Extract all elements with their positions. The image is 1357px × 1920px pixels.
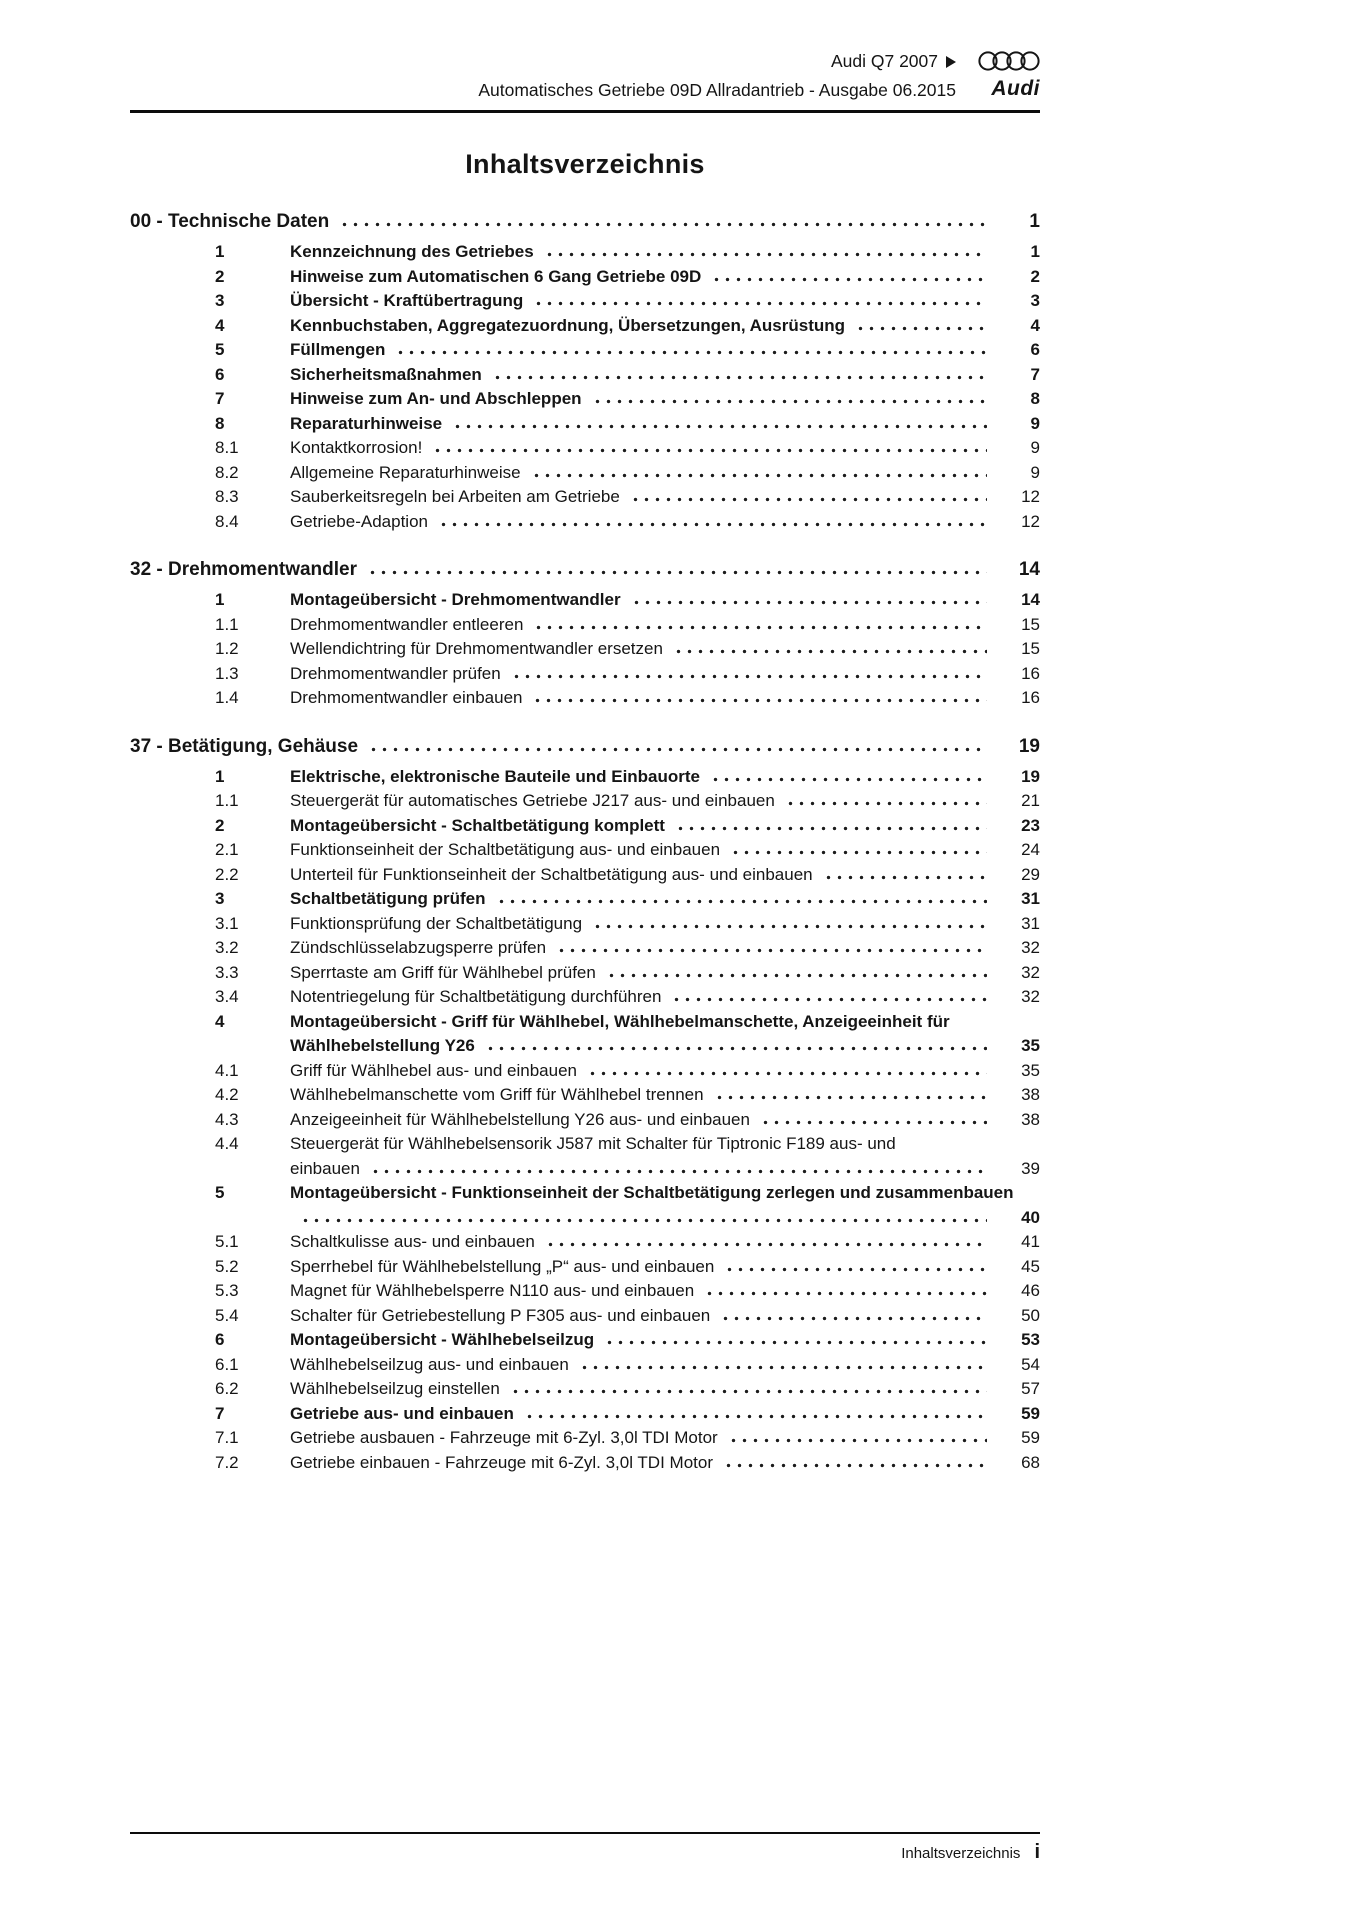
dot-leader [704,1291,987,1296]
toc-entry [215,289,1040,314]
dot-leader [395,350,987,355]
dot-leader [855,326,987,331]
toc-entry-label: Allgemeine Reparaturhinweise [290,462,521,482]
dot-leader [368,747,987,752]
toc-entry-number: 8.3 [215,487,239,506]
toc-section-page: 14 [1018,559,1040,580]
toc-section-title: 32 - Drehmomentwandler [130,559,357,580]
header-rule [130,110,1040,113]
toc-entry-page: 57 [1021,1379,1040,1398]
document-page [130,0,1040,1475]
toc-entry-label: Wählhebelmanschette vom Griff für Wählhebel trennen [290,1085,704,1104]
toc-entry-page: 16 [1021,688,1040,707]
toc-entry-number: 6 [215,364,225,384]
toc-entry-page: 7 [1030,364,1040,384]
toc-entry-label: Drehmomentwandler einbauen [290,688,523,707]
dot-leader [714,1095,987,1100]
toc-entry-number: 3 [215,889,225,908]
toc-entry-label: Getriebe einbauen - Fahrzeuge mit 6-Zyl. 3,0l TDI Motor [290,1452,713,1472]
dot-leader [300,1218,987,1223]
toc-entry-number: 5.1 [215,1232,239,1251]
toc-entry-label: Sicherheitsmaßnahmen [290,364,482,384]
toc-entry-label: Schalter für Getriebestellung P F305 aus- und einbauen [290,1305,711,1325]
toc-entry-label: Wählhebelseilzug aus- und einbauen [290,1354,569,1374]
toc-entry [215,387,1040,412]
toc-entry-page: 32 [1021,987,1040,1006]
dot-leader [711,277,987,282]
toc-entry-label: Hinweise zum Automatischen 6 Gang Getriebe 09D [290,266,702,286]
toc-entry-number: 3.3 [215,962,239,982]
toc-entry-page: 15 [1021,639,1040,658]
toc-entry-number: 1.3 [215,663,239,683]
toc-entry-page: 12 [1021,511,1040,531]
toc-entry-number: 5 [215,1183,225,1202]
toc-entry [215,1083,1040,1108]
toc-entry-label: Elektrische, elektronische Bauteile und Einbauorte [290,766,701,786]
dot-leader [671,997,987,1002]
toc-entry-number: 8 [215,413,225,433]
toc-entry-number: 8.4 [215,511,239,531]
toc-entry [215,588,1040,613]
toc-entry [215,961,1040,986]
toc-entry-number: 2.1 [215,840,239,859]
toc-entry [215,1059,1040,1084]
toc-entry [215,1010,1040,1035]
toc-entry-label: Steuergerät für automatisches Getriebe J217 aus- und einbauen [290,791,775,810]
toc-entry [215,1206,1040,1231]
dot-leader [452,424,987,429]
toc-entry-number: 4 [215,315,225,335]
toc-entry-label: Sperrhebel für Wählhebelstellung „P“ aus- und einbauen [290,1256,715,1276]
toc-entry [215,1353,1040,1378]
toc-entry-label: Hinweise zum An- und Abschleppen [290,389,582,408]
footer-page-number: i [1034,1841,1040,1863]
toc-entry-number: 4.2 [215,1085,239,1104]
dot-leader [724,1267,987,1272]
header-model-line [130,51,956,72]
dot-leader [556,948,987,953]
toc-entry-page: 9 [1030,462,1040,482]
toc-entry [215,662,1040,687]
model-text: Audi Q7 2007 [830,51,938,71]
dot-leader [592,399,987,404]
toc-entry-page: 35 [1021,1060,1040,1080]
toc-entry-page: 68 [1021,1452,1040,1472]
dot-leader [532,698,987,703]
dot-leader [511,674,987,679]
dot-leader [485,1046,987,1051]
toc-entry-label: Steuergerät für Wählhebelsensorik J587 mit Schalter für Tiptronic F189 aus- und [290,1134,896,1153]
toc-entry [215,436,1040,461]
toc-entry [215,686,1040,711]
dot-leader [367,570,987,575]
toc-entry-label: Kennbuchstaben, Aggregatezuordnung, Übersetzungen, Ausrüstung [290,315,846,335]
toc-entry-label: Magnet für Wählhebelsperre N110 aus- und einbauen [290,1281,695,1300]
toc-entry-label: Kennzeichnung des Getriebes [290,242,534,261]
toc-section-header [130,208,1040,235]
toc-entry-label: Übersicht - Kraftübertragung [290,291,524,310]
toc-entry-number: 2 [215,815,225,835]
toc-entry [215,338,1040,363]
dot-leader [728,1438,987,1443]
dot-leader [823,875,987,880]
toc-entry-page: 35 [1021,1036,1040,1055]
toc-entry-number: 5 [215,340,225,359]
toc-entry-number: 7.2 [215,1452,239,1472]
forward-arrow-icon [946,56,956,68]
toc-entry [215,1132,1040,1157]
toc-items [130,588,1040,711]
toc-entry-number: 1.1 [215,791,239,810]
toc-entry-label: Funktionsprüfung der Schaltbetätigung [290,913,583,933]
toc-entry-page: 38 [1021,1085,1040,1104]
toc-entry-page: 21 [1021,791,1040,810]
dot-leader [492,375,987,380]
dot-leader [533,301,987,306]
dot-leader [785,801,987,806]
toc-entry-number: 5.3 [215,1281,239,1300]
toc-entry-number: 5.2 [215,1256,239,1276]
toc-entry-number: 1.2 [215,639,239,658]
toc-entry-page: 40 [1021,1207,1040,1227]
toc-entry-label: Drehmomentwandler entleeren [290,614,524,634]
toc-entry-number: 6.1 [215,1354,239,1374]
dot-leader [630,497,987,502]
toc-entry-label: Sperrtaste am Griff für Wählhebel prüfen [290,962,596,982]
toc-entry-number: 4.4 [215,1134,239,1153]
toc-entry-number: 1 [215,590,225,609]
toc-entry-page: 2 [1030,266,1040,286]
toc-entry [215,1034,1040,1059]
toc-entry-label: Füllmengen [290,340,386,359]
toc-entry-label: Wellendichtring für Drehmomentwandler ersetzen [290,639,663,658]
toc-entry-label: Reparaturhinweise [290,413,443,433]
page-title: Inhaltsverzeichnis [465,149,705,179]
toc-entry-label: Griff für Wählhebel aus- und einbauen [290,1060,577,1080]
toc-entry [215,985,1040,1010]
dot-leader [370,1169,987,1174]
toc-entry-label: Getriebe aus- und einbauen [290,1403,514,1423]
page-footer [130,1832,1040,1864]
toc-entry-number: 7 [215,1403,225,1423]
audi-rings-icon [978,50,1040,72]
toc-entry-number: 8.2 [215,462,239,482]
dot-leader [339,222,987,227]
toc-entry-page: 31 [1021,889,1040,908]
toc-entry-label: Montageübersicht - Schaltbetätigung komplett [290,815,665,835]
toc-entry [215,1279,1040,1304]
toc-entry [215,314,1040,339]
toc-entry-page: 14 [1021,590,1040,609]
dot-leader [604,1340,987,1345]
toc-entry [215,461,1040,486]
toc-entry-label: Anzeigeeinheit für Wählhebelstellung Y26 aus- und einbauen [290,1109,750,1129]
dot-leader [510,1389,987,1394]
toc-entry-label: Wählhebelseilzug einstellen [290,1379,500,1398]
toc-entry [215,265,1040,290]
toc-entry-number: 7.1 [215,1428,239,1447]
toc-section-page: 1 [1029,211,1040,232]
toc-entry-label: Kontaktkorrosion! [290,438,423,457]
toc-entry-label: Funktionseinheit der Schaltbetätigung aus- und einbauen [290,840,721,859]
toc-entry [215,1108,1040,1133]
toc-entry [215,789,1040,814]
toc-entry-number: 5.4 [215,1305,239,1325]
audi-wordmark: Audi [991,77,1040,100]
dot-leader [438,522,987,527]
dot-leader [524,1414,987,1419]
dot-leader [720,1316,987,1321]
footer-rule [130,1832,1040,1834]
toc-entry-label: Schaltbetätigung prüfen [290,889,486,908]
toc-entry-label: Sauberkeitsregeln bei Arbeiten am Getriebe [290,487,620,506]
toc-entry-number: 3 [215,291,225,310]
dot-leader [675,826,987,831]
toc-entry-number: 1 [215,242,225,261]
toc-entry-page: 45 [1021,1256,1040,1276]
toc-entry [215,1255,1040,1280]
toc-entry-page: 50 [1021,1305,1040,1325]
toc-entry [215,637,1040,662]
toc-section-header [130,556,1040,583]
toc-entry [215,912,1040,937]
toc-entry-page: 24 [1021,840,1040,859]
toc-entry [215,1328,1040,1353]
toc-entry [215,412,1040,437]
toc-section-title: 00 - Technische Daten [130,211,330,232]
toc-entry-page: 19 [1021,766,1040,786]
toc-entry [215,936,1040,961]
toc-entry-number: 4 [215,1011,225,1031]
toc-entry-page: 1 [1030,242,1040,261]
dot-leader [579,1365,987,1370]
toc-section-header [130,733,1040,760]
dot-leader [587,1071,987,1076]
toc-entry-page: 32 [1021,962,1040,982]
toc-entry-page: 54 [1021,1354,1040,1374]
toc-entry-number: 2.2 [215,864,239,884]
toc-entry-page: 41 [1021,1232,1040,1251]
toc-section [130,208,1040,534]
toc-entry-page: 9 [1030,438,1040,457]
toc-entry [215,363,1040,388]
toc-entry [215,1402,1040,1427]
dot-leader [723,1463,987,1468]
dot-leader [533,625,987,630]
toc-entry [215,1157,1040,1182]
header-subtitle: Automatisches Getriebe 09D Allradantrieb - Ausgabe 06.2015 [478,80,956,100]
toc-entry-page: 46 [1021,1281,1040,1300]
toc-entry [215,240,1040,265]
toc-entry [215,1426,1040,1451]
toc-entry-number: 7 [215,389,225,408]
toc-entry-page: 59 [1021,1403,1040,1423]
toc-entry-label: Montageübersicht - Funktionseinheit der Schaltbetätigung zerlegen und zusammenbauen [290,1183,1014,1202]
toc-entry-page: 59 [1021,1428,1040,1447]
toc-entry [215,485,1040,510]
toc-entry-page: 16 [1021,663,1040,683]
toc [130,208,1040,1475]
dot-leader [760,1120,987,1125]
toc-entry-page: 3 [1030,291,1040,310]
toc-entry-page: 4 [1030,315,1040,335]
toc-entry-label: Wählhebelstellung Y26 [290,1036,475,1055]
toc-entry-number: 1 [215,766,225,786]
toc-entry-number: 3.1 [215,913,239,933]
toc-entry [215,887,1040,912]
toc-entry-label: Notentriegelung für Schaltbetätigung durchführen [290,987,662,1006]
toc-entry-label: Getriebe-Adaption [290,511,428,531]
toc-entry-label: Unterteil für Funktionseinheit der Schaltbetätigung aus- und einbauen [290,864,813,884]
toc-items [130,765,1040,1476]
dot-leader [606,973,987,978]
toc-entry-page: 53 [1021,1330,1040,1349]
toc-entry-page: 12 [1021,487,1040,506]
toc-entry-label: einbauen [290,1158,360,1178]
toc-entry-number: 4.1 [215,1060,239,1080]
toc-entry-number: 2 [215,266,225,286]
toc-entry-page: 29 [1021,864,1040,884]
toc-entry [215,1304,1040,1329]
toc-entry-page: 32 [1021,938,1040,957]
toc-entry-label: Drehmomentwandler prüfen [290,663,501,683]
toc-entry-number: 6 [215,1330,225,1349]
page-header [130,0,1040,113]
toc-entry [215,613,1040,638]
dot-leader [496,899,988,904]
dot-leader [531,473,987,478]
footer-label: Inhaltsverzeichnis [901,1845,1021,1862]
toc-entry-number: 1.4 [215,688,239,707]
toc-entry-label: Getriebe ausbauen - Fahrzeuge mit 6-Zyl. 3,0l TDI Motor [290,1428,718,1447]
toc-entry-number: 1.1 [215,614,239,634]
toc-entry-page: 6 [1030,340,1040,359]
toc-entry-page: 39 [1021,1158,1040,1178]
toc-entry-page: 15 [1021,614,1040,634]
toc-entry [215,1451,1040,1476]
toc-entry [215,510,1040,535]
toc-entry [215,765,1040,790]
toc-entry [215,814,1040,839]
toc-section-page: 19 [1018,735,1040,757]
toc-entry [215,1377,1040,1402]
toc-entry-number: 6.2 [215,1379,239,1398]
toc-entry-label: Montageübersicht - Griff für Wählhebel, Wählhebelmanschette, Anzeigeeinheit für [290,1011,950,1031]
toc-entry [215,838,1040,863]
toc-entry-number: 8.1 [215,438,239,457]
toc-section [130,556,1040,711]
dot-leader [592,924,987,929]
toc-entry-page: 31 [1021,913,1040,933]
dot-leader [673,649,987,654]
toc-entry [215,863,1040,888]
toc-entry-page: 9 [1030,413,1040,433]
dot-leader [730,850,987,855]
toc-entry [215,1181,1040,1206]
dot-leader [631,600,987,605]
toc-entry-number: 3.2 [215,938,239,957]
toc-entry-number: 3.4 [215,987,239,1006]
toc-entry-label: Zündschlüsselabzugsperre prüfen [290,938,547,957]
dot-leader [432,448,987,453]
dot-leader [544,252,987,257]
toc-entry [215,1230,1040,1255]
toc-entry-label: Montageübersicht - Drehmomentwandler [290,590,621,609]
toc-entry-page: 38 [1021,1109,1040,1129]
toc-entry-page: 23 [1021,815,1040,835]
dot-leader [545,1242,987,1247]
toc-entry-number: 4.3 [215,1109,239,1129]
toc-section-title: 37 - Betätigung, Gehäuse [130,735,359,757]
toc-entry-label: Schaltkulisse aus- und einbauen [290,1232,535,1251]
dot-leader [710,777,987,782]
toc-section [130,733,1040,1476]
toc-entry-page: 8 [1030,389,1040,408]
toc-entry-label: Montageübersicht - Wählhebelseilzug [290,1330,595,1349]
toc-items [130,240,1040,534]
